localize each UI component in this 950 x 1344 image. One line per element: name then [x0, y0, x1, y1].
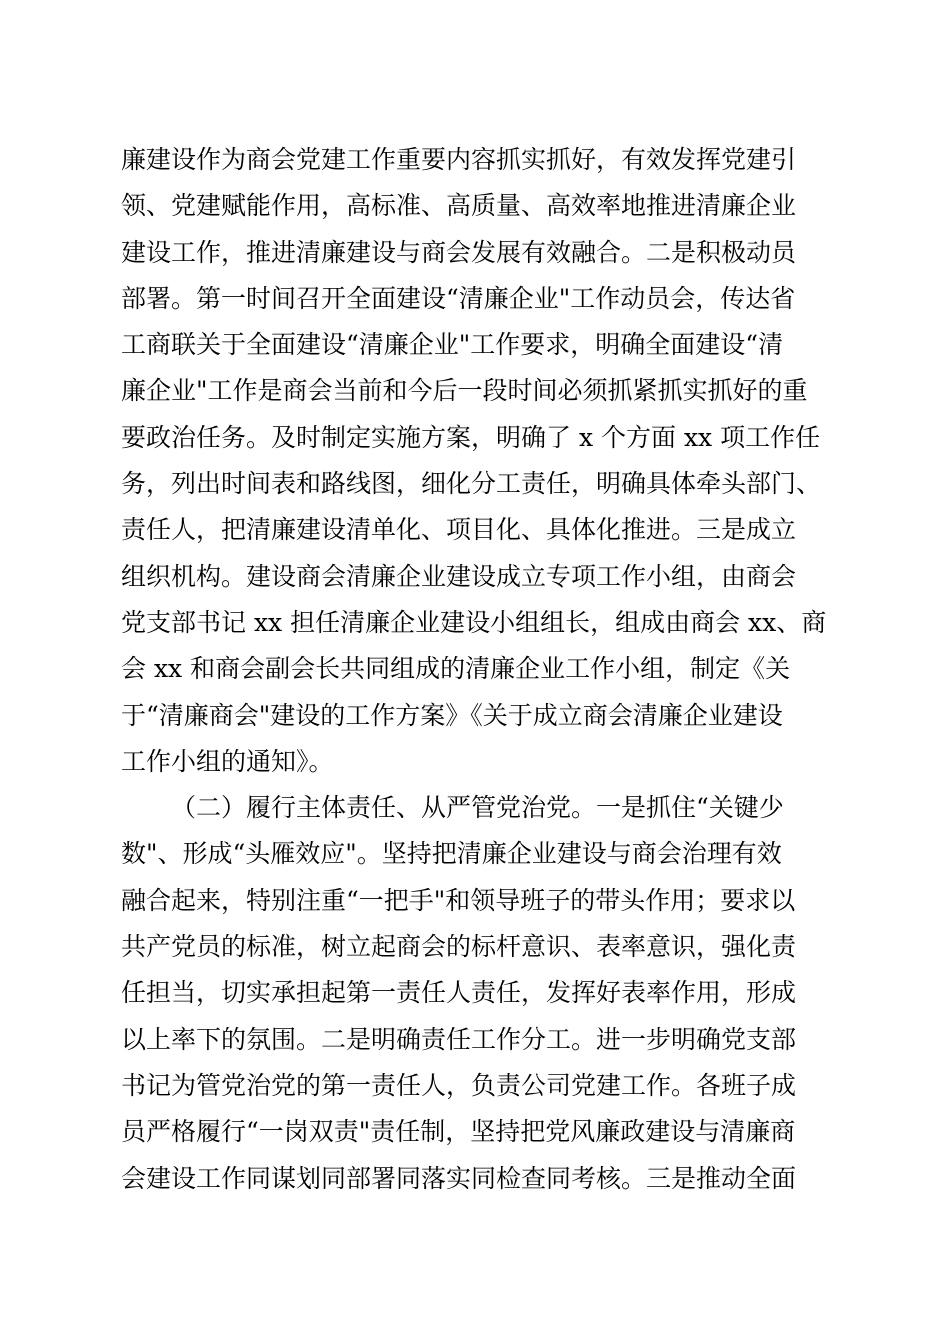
text-line: 工作小组的通知》。 [121, 746, 334, 776]
text-line: 会 xx 和商会副会长共同组成的清廉企业工作小组，制定《关 [121, 654, 791, 684]
text-line: 责任人，把清廉建设清单化、项目化、具体化推进。三是成立 [121, 515, 797, 545]
text-line: 融合起来，特别注重“一把手"和领导班子的带头作用；要求以 [121, 885, 796, 915]
text-line: 书记为管党治党的第一责任人，负责公司党建工作。各班子成 [121, 1070, 797, 1100]
section-heading-line: （二）履行主体责任、从严管党治党。一是抓住“关键少 [171, 793, 784, 823]
text-line: 任担当，切实承担起第一责任人责任，发挥好表率作用，形成 [121, 978, 797, 1008]
text-line: 廉建设作为商会党建工作重要内容抓实抓好，有效发挥党建引 [121, 145, 797, 174]
text-line: 要政治任务。及时制定实施方案，明确了 x 个方面 xx 项工作任 [121, 422, 821, 452]
text-line: 领、党建赋能作用，高标准、高质量、高效率地推进清廉企业 [121, 191, 797, 221]
text-line: 党支部书记 xx 担任清廉企业建设小组组长，组成由商会 xx、商 [121, 607, 827, 637]
text-line: 廉企业"工作是商会当前和今后一段时间必须抓紧抓实抓好的重 [121, 376, 808, 406]
text-line: 组织机构。建设商会清廉企业建设成立专项工作小组，由商会 [121, 561, 797, 591]
body-text [121, 137, 831, 1202]
text-line: 数"、形成“头雁效应"。坚持把清廉企业建设与商会治理有效 [121, 839, 782, 869]
text-line: 共产党员的标准，树立起商会的标杆意识、表率意识，强化责 [121, 932, 797, 962]
text-line: 建设工作，推进清廉建设与商会发展有效融合。二是积极动员 [121, 237, 797, 267]
text-line: 会建设工作同谋划同部署同落实同检查同考核。三是推动全面 [121, 1163, 797, 1193]
text-line: 员严格履行“一岗双责"责任制，坚持把党风廉政建设与清廉商 [121, 1117, 796, 1147]
text-line: 部署。第一时间召开全面建设“清廉企业"工作动员会，传达省 [121, 283, 796, 313]
text-line: 务，列出时间表和路线图，细化分工责任，明确具体牵头部门、 [121, 469, 822, 499]
text-line: 于“清廉商会"建设的工作方案》《关于成立商会清廉企业建设 [121, 700, 783, 730]
text-line: 工商联关于全面建设“清廉企业"工作要求，明确全面建设“清 [121, 330, 784, 360]
text-line: 以上率下的氛围。二是明确责任工作分工。进一步明确党支部 [121, 1024, 797, 1054]
